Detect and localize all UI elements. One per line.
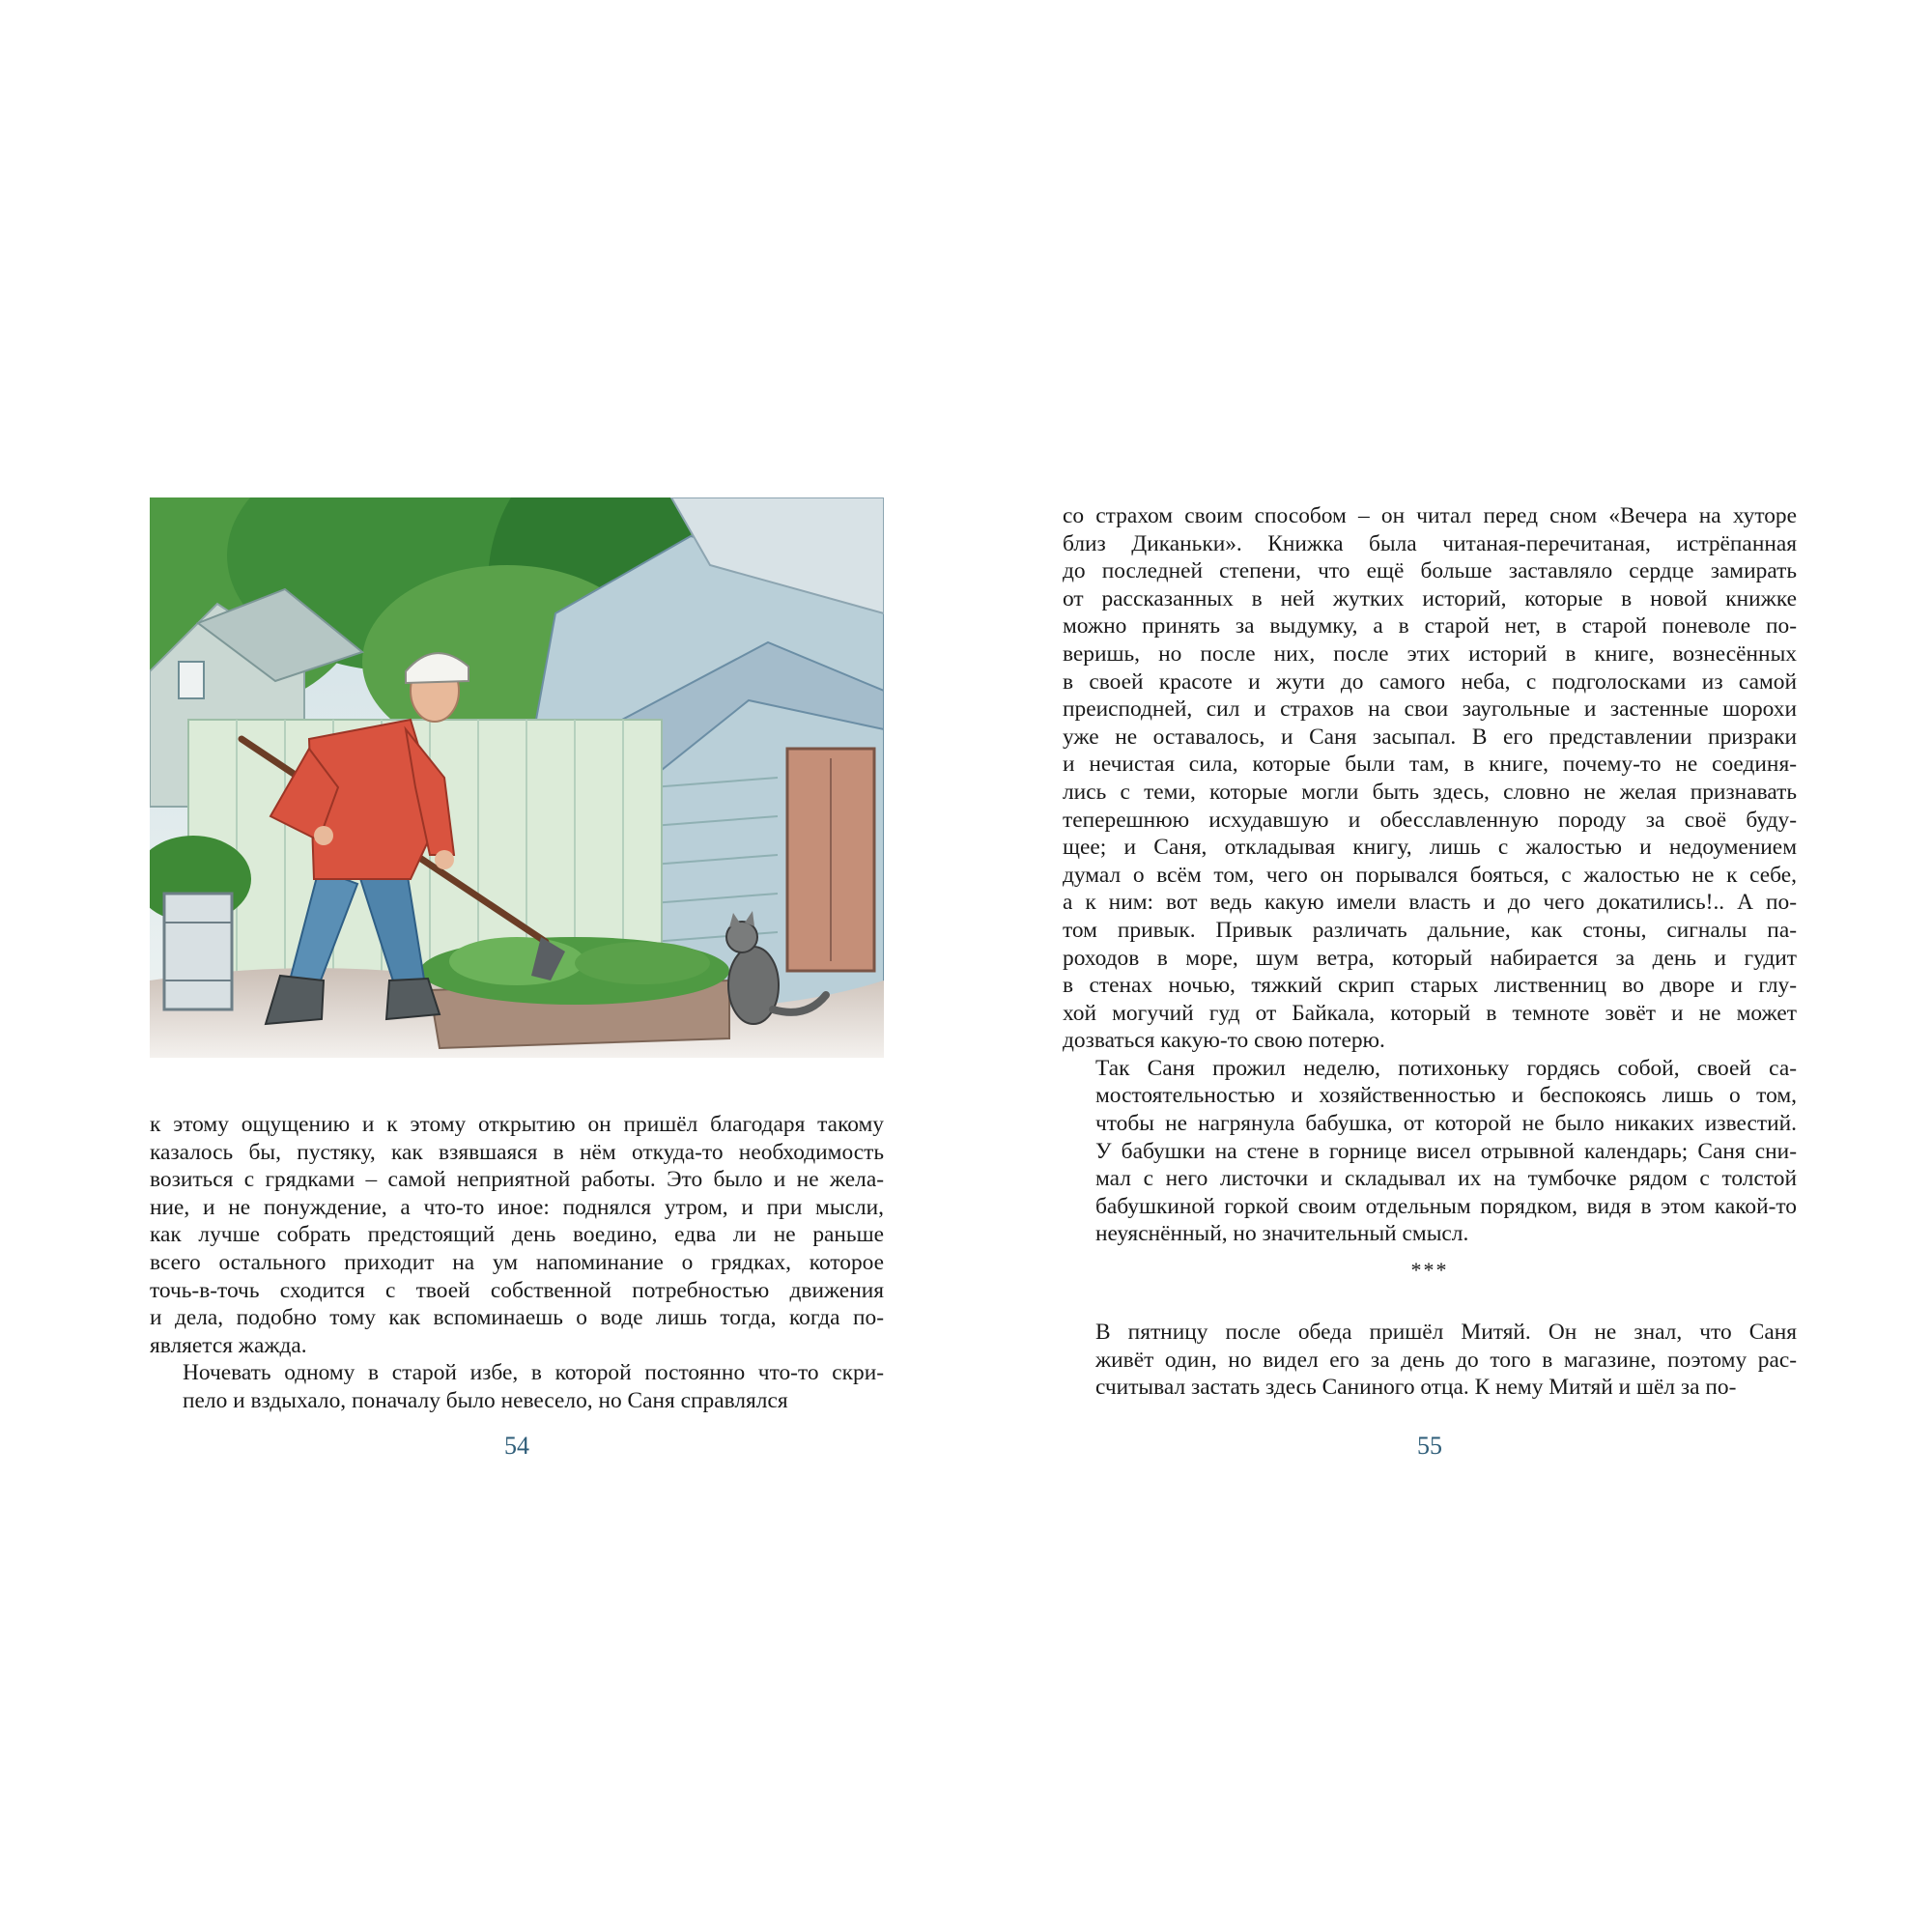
garden-bed-icon — [420, 937, 729, 1048]
man-with-hoe-icon — [150, 497, 884, 1058]
text-line: и нечистая сила, которые были там, в книге, почему-то не соединя- — [1063, 752, 1797, 778]
text-line: щее; и Саня, откладывая книгу, лишь с жалостью и недоумением — [1063, 835, 1797, 861]
text-line: считывал застать здесь Саниного отца. К нему Митяй и шёл за по- — [1095, 1375, 1737, 1401]
text-line: ние, и не понуждение, а что-то иное: поднялся утром, и при мысли, — [150, 1194, 884, 1220]
text-line: до последней степени, что ещё больше заставляло сердце замирать — [1063, 558, 1797, 584]
paragraph — [1063, 502, 1797, 1055]
text-line: дозваться какую-то свою потерю. — [1063, 1028, 1385, 1054]
text-line: а к ним: вот ведь какую имели власть и до чего докатились!.. А по- — [1063, 890, 1797, 916]
right-page — [966, 0, 1932, 1932]
text-line: казалось бы, пустяку, как взявшаяся в нём откуда-то необходимость — [150, 1139, 884, 1165]
text-line: неуяснённый, но значительный смысл. — [1095, 1221, 1469, 1247]
text-line: пело и вздыхало, поначалу было невесело, но Саня справлялся — [183, 1387, 788, 1413]
text-line: в стенах ночью, тяжкий скрип старых лиственниц во дворе и глу- — [1063, 973, 1797, 999]
text-line: чтобы не нагрянула бабушка, от которой не было никаких известий. — [1095, 1111, 1797, 1137]
text-line: бабушкиной горкой своим отдельным порядком, видя в этом какой-то — [1095, 1193, 1797, 1219]
paragraph — [1063, 1055, 1797, 1248]
text-line: к этому ощущению и к этому открытию он пришёл благодаря такому — [150, 1112, 884, 1137]
text-line: можно принять за выдумку, а в старой нет, в старой поневоле по- — [1063, 613, 1797, 639]
text-line: веришь, но после них, после этих историй в книге, вознесённых — [1063, 640, 1797, 667]
text-line: живёт один, но видел его за день до того в магазине, поэтому рас- — [1095, 1347, 1797, 1373]
text-line: всего остального приходит на ум напоминание о грядках, которое — [150, 1249, 884, 1275]
paragraph — [150, 1111, 884, 1359]
illustration — [150, 497, 884, 1058]
text-line: как лучше собрать предстоящий день воедино, едва ли не раньше — [150, 1222, 884, 1248]
text-line: является жажда. — [150, 1332, 307, 1358]
text-line: В пятницу после обеда пришёл Митяй. Он не знал, что Саня — [1095, 1320, 1797, 1345]
paragraph — [150, 1359, 884, 1414]
left-body-text — [150, 1111, 884, 1415]
text-line: Ночевать одному в старой избе, в которой постоянно что-то скри- — [183, 1360, 884, 1386]
text-line: У бабушки на стене в горнице висел отрывной календарь; Саня сни- — [1095, 1138, 1797, 1164]
text-line: мостоятельностью и хозяйственностью и беспокоясь лишь о том, — [1095, 1083, 1797, 1109]
right-body-text — [1063, 502, 1797, 1248]
text-line: в своей красоте и жути до самого неба, с подголосками из самой — [1063, 668, 1797, 695]
text-line: возиться с грядками – самой неприятной работы. Это было и не жела- — [150, 1167, 884, 1193]
text-line: преисподней, сил и страхов на свои заугольные и застенные шорохи — [1063, 696, 1797, 723]
text-line: и дела, подобно тому как вспоминаешь о воде лишь тогда, когда по- — [150, 1305, 884, 1331]
text-line: близ Диканьки». Книжка была читаная-перечитаная, истрёпанная — [1063, 530, 1797, 556]
text-line: думал о всём том, чего он порывался бояться, с жалостью не к себе, — [1063, 862, 1797, 888]
section-separator: *** — [1410, 1258, 1449, 1282]
text-line: хой могучий гуд от Байкала, который в темноте зовёт и не может — [1063, 1000, 1797, 1026]
text-line: Так Саня прожил неделю, потихоньку гордясь собой, своей са- — [1095, 1055, 1797, 1081]
paragraph — [1063, 1319, 1797, 1402]
page-number: 54 — [504, 1432, 529, 1460]
text-line: теперешнюю исхудавшую и обесславленную породу за своё буду- — [1063, 807, 1797, 833]
page-number: 55 — [1417, 1432, 1442, 1460]
text-line: от рассказанных в ней жутких историй, которые в новой книжке — [1063, 585, 1797, 611]
text-line: уже не оставалось, и Саня засыпал. В его представлении призраки — [1063, 724, 1797, 750]
text-line: точь-в-точь сходится с твоей собственной потребностью движения — [150, 1277, 884, 1303]
text-line: роходов в море, шум ветра, который набирается за день и гудит — [1063, 945, 1797, 971]
text-line: со страхом своим способом – он читал перед сном «Вечера на хуторе — [1063, 503, 1797, 528]
text-line: лись с теми, которые могли быть здесь, словно не желая признавать — [1063, 779, 1797, 805]
text-line: мал с него листочки и складывал их на тумбочке рядом с толстой — [1095, 1166, 1797, 1192]
text-line: том привык. Привык различать дальние, как стоны, сигналы па- — [1063, 917, 1797, 943]
right-body-text-continued — [1063, 1319, 1797, 1402]
